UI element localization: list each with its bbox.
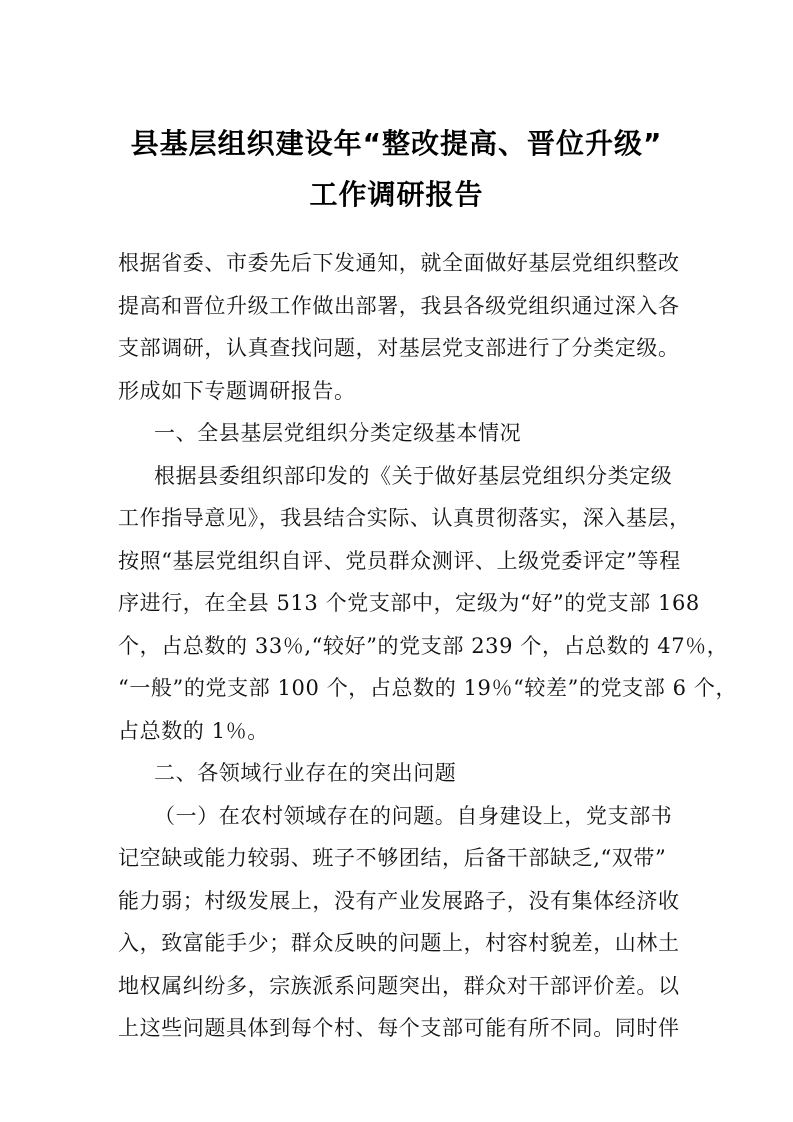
body-line: 根据县委组织部印发的《关于做好基层党组织分类定级 <box>154 463 673 488</box>
body-line: 一、全县基层党组织分类定级基本情况 <box>154 421 522 445</box>
body-line: “一般”的党支部 100 个，占总数的 19％“较差”的党支部 6 个， <box>118 676 738 700</box>
body-line: 能力弱；村级发展上，没有产业发展路子，没有集体经济收 <box>118 888 680 913</box>
body-line: 工作指导意见》，我县结合实际、认真贯彻落实，深入基层， <box>118 506 691 530</box>
body-line: 支部调研，认真查找问题，对基层党支部进行了分类定级。 <box>118 336 680 360</box>
body-line: 提高和晋位升级工作做出部署，我县各级党组织通过深入各 <box>118 293 680 318</box>
report-title-line-2: 工作调研报告 <box>309 178 484 211</box>
body-line: 序进行，在全县 513 个党支部中，定级为“好”的党支部 168 <box>118 591 700 615</box>
body-line: （一）在农村领域存在的问题。自身建设上，党支部书 <box>154 803 673 828</box>
report-title-line-1: 县基层组织建设年“整改提高、晋位升级” <box>130 127 663 160</box>
body-line: 按照“基层党组织自评、党员群众测评、上级党委评定”等程 <box>118 548 681 573</box>
body-line: 占总数的 1％。 <box>118 718 269 743</box>
body-line: 二、各领域行业存在的突出问题 <box>154 761 457 785</box>
body-line: 个，占总数的 33％,“较好”的党支部 239 个，占总数的 47％， <box>118 633 729 658</box>
report-body <box>118 242 738 1050</box>
body-line: 根据省委、市委先后下发通知，就全面做好基层党组织整改 <box>118 251 680 275</box>
body-line: 入，致富能手少；群众反映的问题上，村容村貌差，山林土 <box>118 931 680 955</box>
body-line: 上这些问题具体到每个村、每个支部可能有所不同。同时伴 <box>118 1016 680 1040</box>
body-line: 记空缺或能力较弱、班子不够团结，后备干部缺乏,“双带” <box>118 846 667 870</box>
body-line: 地权属纠纷多，宗族派系问题突出，群众对干部评价差。以 <box>118 973 680 998</box>
body-line: 形成如下专题调研报告。 <box>118 378 356 403</box>
